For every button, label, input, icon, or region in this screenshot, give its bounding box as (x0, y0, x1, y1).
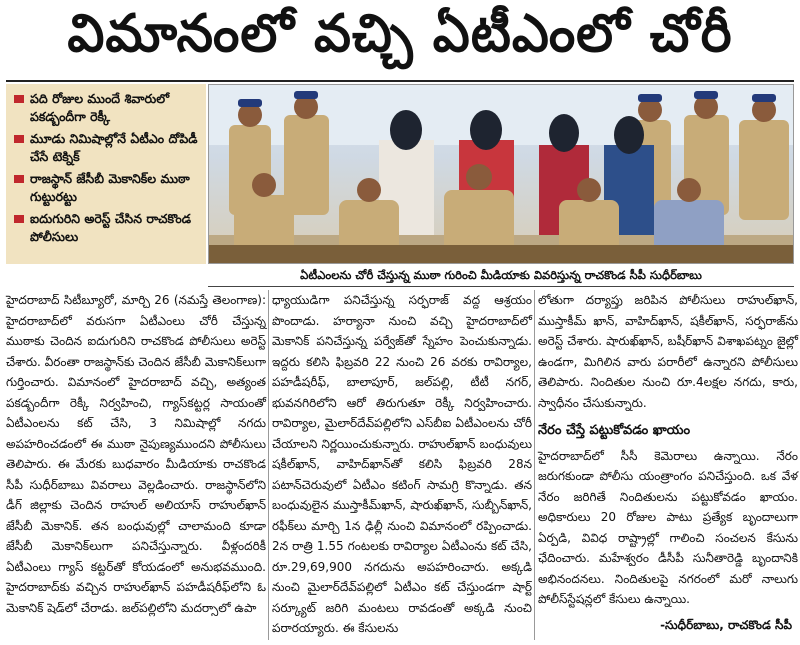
highlight-item: ఐదుగురిని అరెస్ట్ చేసిన రాచకొండ పోలీసులు (14, 210, 200, 246)
article-column-2 (272, 290, 532, 639)
bullet-icon (14, 175, 24, 183)
photo-illustration (209, 85, 794, 264)
article-text: హైదరాబాద్‌లో సీసీ కెమెరాలు ఉన్నాయి. నేరం జరుగకుండా పోలీసు యంత్రాంగం పనిచేస్తుంది. ఒక వేళ నేరం జరిగితే నిందితులను పట్టుకోవడం ఖాయం. అధికారులు 20 రోజుల పాటు ప్రత్యేక బృందాలుగా ఏర్పడి, వివిధ రాష్ట్రాల్లో గాలించి సంచలన కేసును ఛేదించారు. మహేశ్వరం డీసీపీ సునీతారెడ్డి బృందానికి అభినందనలు. నిందితులపై నగరంలో మరో నాలుగు పోలీస్‌స్టేషన్లలో కేసులు ఉన్నాయి. (538, 448, 798, 606)
article-column-1 (6, 290, 266, 618)
bullet-icon (14, 135, 24, 143)
headline-rule (6, 80, 794, 82)
highlights-box (6, 84, 206, 264)
highlight-item: రాజస్థాన్ జేసీబీ మెకానిక్‌ల ముఠా గుట్టురట్టు (14, 170, 200, 206)
highlight-item: పది రోజుల ముందే శివారులో పకడ్బందీగా రెక్కీ (14, 90, 200, 126)
column-divider (534, 290, 535, 640)
bullet-icon (14, 215, 24, 223)
press-conference-photo (208, 84, 794, 264)
article-text: హైదరాబాద్ సిటీబ్యూరో, మార్చి 26 (నమస్తే తెలంగాణ): హైదరాబాద్‌లో వరుసగా ఏటీఎంలు చోరీ చేస్తున్న ముఠాకు చెందిన ఐదుగురిని రాచకొండ పోలీసులు అరెస్ట్ చేశారు. వీరంతా రాజస్థాన్‌కు చెందిన జేసీబీ మెకానిక్‌లుగా గుర్తించారు. విమానంలో హైదరాబాద్ వచ్చి, అత్యంత పకడ్బందీగా రెక్కీ నిర్వహించి, గ్యాస్‌కట్టర్ల సాయంతో ఏటీఎంలను కట్ చేసి, 3 నిమిషాల్లో నగదు అపహరించడంలో ఈ ముఠా నైపుణ్యముందని పోలీసులు తెలిపారు. ఈ మేరకు బుధవారం మీడియాకు రాచకొండ సీపీ సుధీర్‌బాబు వివరాలు వెల్లడించారు. రాజస్థాన్‌లోని డీగ్ జిల్లాకు చెందిన రాహుల్ అలియాస్ రాహుల్‌ఖాన్ జేసీబీ మెకానిక్. తన బంధువుల్లో చాలామంది కూడా జేసీబీ మెకానిక్‌లుగా పనిచేస్తున్నారు. వీళ్లందరికీ ఏటీఎంలు గ్యాస్ కట్టర్‌తో కోయడంలో అనుభవముంది. హైదరాబాద్‌కు వచ్చిన రాహుల్‌ఖాన్ పహడీషరీఫ్‌లోని ఓ మెకానిక్ షెడ్‌లో చేరాడు. జల్‌పల్లిలోని మదర్సాలో ఉపా (6, 293, 266, 615)
highlight-item: మూడు నిమిషాల్లోనే ఏటీఎం దోపిడీ చేసే టెక్నిక్ (14, 130, 200, 166)
article-text: ధ్యాయుడిగా పనిచేస్తున్న సర్ఫరాజ్ వద్ద ఆశ్రయం పొందాడు. హర్యానా నుంచి వచ్చి హైదరాబాద్‌లో మెకానిక్ పనిచేస్తున్న పర్వేజ్‌తో స్నేహం పెంచుకున్నాడు. ఇద్దరు కలిసి ఫిబ్రవరి 22 నుంచి 26 వరకు రావిర్యాల, పహడీషరీఫ్, బాలాపూర్, జల్‌పల్లి, టీటీ నగర్, భువనగిరిలోని ఆరో తిరుగుతూ రెక్కీ నిర్వహించారు. రావిర్యాల, మైలార్‌దేవ్‌పల్లిలోని ఎస్‌బీఐ ఏటీఎంలను చోరీ చేయాలని నిర్ణయించుకున్నారు. రాహుల్‌ఖాన్ బంధువులు షకీల్‌ఖాన్, వాహిద్‌ఖాన్‌తో కలిసి ఫిబ్రవరి 28న పటాన్‌చెరువులో ఏటీఎం కటింగ్ సామగ్రి కొన్నాడు. తన బంధువులైన ముస్తాకీమ్‌ఖాన్, షారుఖ్‌ఖాన్, సుబ్బీన్‌ఖాన్, రఫీక్‌లు మార్చి 1న ఢిల్లీ నుంచి విమానంలో రప్పించాడు. 2న రాత్రి 1.55 గంటలకు రావిర్యాల ఏటీఎంను కట్ చేసి, రూ.29,69,900 నగదును అపహరించారు. అక్కడి నుంచి మైలార్‌దేవ్‌పల్లిలో ఏటీఎం కట్ చేస్తుండగా షార్ట్ సర్క్యూట్ జరిగి మంటలు రావడంతో అక్కడి నుంచి పరారయ్యారు. ఈ కేసులను (272, 293, 532, 635)
article-column-3 (538, 290, 798, 610)
headline: విమానంలో వచ్చి ఏటీఎంలో చోరీ (67, 3, 733, 64)
column-divider (268, 290, 269, 640)
bullet-icon (14, 95, 24, 103)
article-text: లోతుగా దర్యాప్తు జరిపిన పోలీసులు రాహుల్‌ఖాన్, ముస్తాకీమ్ ఖాన్, వాహిద్‌ఖాన్, షకీల్‌ఖాన్, సర్ఫరాజ్‌ను అరెస్ట్ చేశారు. షారుఖ్‌ఖాన్, బషీర్‌ఖాన్ విశాఖపట్నం జైల్లో ఉండగా, మిగిలిన వారు పరారీలో ఉన్నారని పోలీసులు తెలిపారు. నిందితుల నుంచి రూ.4లక్షల నగదు, కారు, స్వాధీనం చేసుకున్నారు. (538, 293, 798, 410)
quote-byline: -సుధీర్‌బాబు, రాచకొండ సీపీ (660, 618, 792, 632)
photo-caption: ఏటీఎంలను చోరీ చేస్తున్న ముఠా గురించి మీడియాకు వివరిస్తున్న రాచకొండ సీపీ సుధీర్‌బాబు (208, 266, 794, 287)
subheading: నేరం చేస్తే పట్టుకోవడం ఖాయం (538, 423, 691, 438)
